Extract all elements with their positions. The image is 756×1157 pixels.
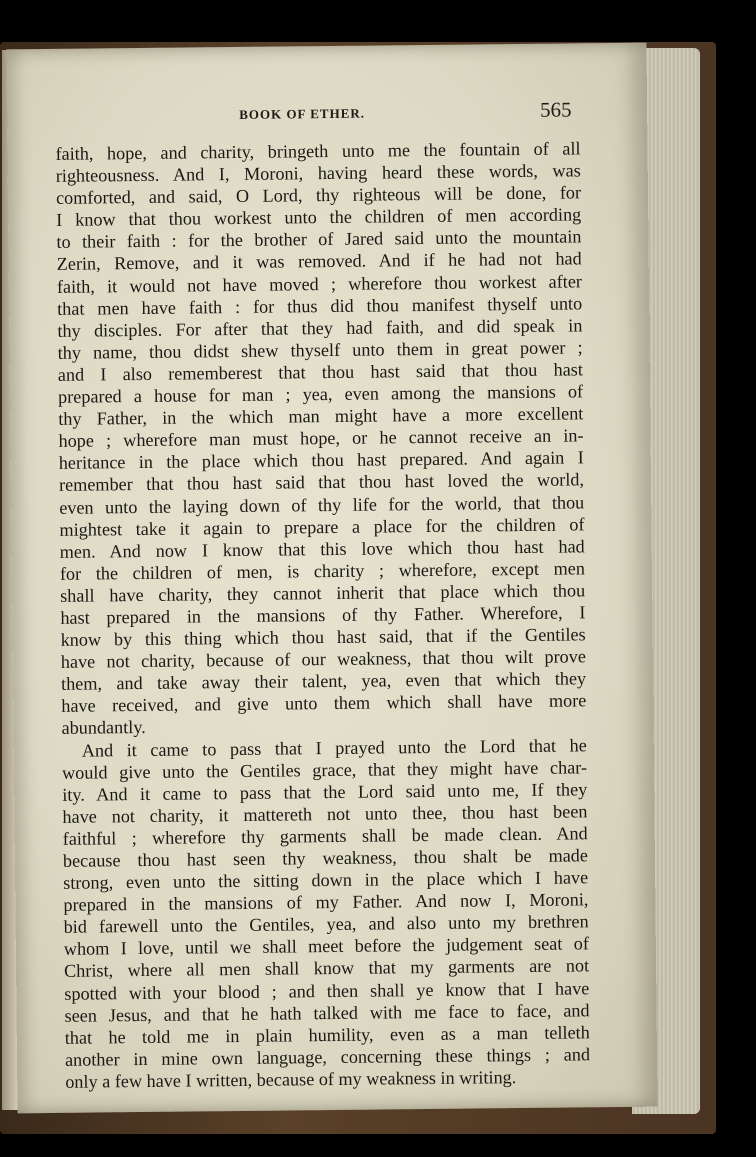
text-line: and I also rememberest that thou hast said that thou hast: [57, 359, 583, 385]
paragraph-1: [55, 137, 586, 739]
text-line: thy name, thou didst shew thyself unto them in great power ;: [57, 337, 583, 363]
text-line: ity. And it came to pass that the Lord said unto me, If they: [62, 779, 588, 805]
text-line: thy disciples. For after that they had faith, and did speak in: [57, 315, 583, 341]
text-line: abundantly.: [61, 717, 146, 739]
paragraph-2: [62, 734, 591, 1093]
text-line: hope ; wherefore man must hope, or he cannot receive an in-: [58, 425, 584, 452]
text-line: would give unto the Gentiles grace, that they might have char-: [61, 756, 588, 783]
text-line: have received, and give unto them which shall have more: [61, 690, 587, 717]
text-line: for the children of men, is charity ; wherefore, except men: [59, 558, 586, 584]
text-line: heritance in the place which thou hast prepared. And again I: [58, 447, 584, 474]
text-line: faithful ; wherefore thy garments shall be made clean. And: [62, 823, 588, 849]
text-line: have not charity, it mattereth not unto thee, thou hast been: [62, 801, 588, 827]
text-line: comforted, and said, O Lord, thy righteous will be done, for: [55, 182, 582, 209]
text-line: another in mine own language, concerning these things ; and: [64, 1044, 591, 1070]
text-line: whom I love, until we shall meet before the judgement seat of: [63, 933, 589, 960]
text-line: shall have charity, they cannot inherit that place which thou: [60, 580, 586, 606]
text-line: Zerin, Remove, and it was removed. And if he had not had: [56, 248, 582, 275]
running-title: BOOK OF ETHER.: [239, 105, 366, 122]
text-line: spotted with your blood ; and then shall ye know that I have: [64, 977, 590, 1004]
text-line: prepared in the mansions of my Father. And now I, Moroni,: [63, 889, 589, 916]
page-body: [55, 137, 590, 1092]
text-line: mightest take it again to prepare a place for the children of: [59, 513, 585, 540]
text-line: thy Father, in the which man might have a more excellent: [58, 403, 584, 429]
text-line: faith, it would not have moved ; wherefore thou workest after: [56, 270, 583, 297]
text-line: to their faith : for the brother of Jared said unto the mountain: [56, 226, 582, 253]
text-line: that he told me in plain humility, even as a man telleth: [64, 1022, 590, 1048]
text-line: remember that thou hast said that thou hast loved the world,: [58, 469, 585, 496]
text-line: faith, hope, and charity, bringeth unto me the fountain of all: [55, 138, 581, 164]
text-line: only a few have I written, because of my weakness in writing.: [65, 1067, 517, 1092]
text-line: even unto the laying down of thy life for the world, that thou: [59, 491, 585, 518]
text-line: them, and take away their talent, yea, even that which they: [60, 668, 587, 695]
text-line: that men have faith : for thus did thou manifest thyself unto: [57, 293, 583, 319]
text-line: have not charity, because of our weakness, that thou wilt prove: [60, 646, 586, 672]
text-line: men. And now I know that this love which thou hast had: [59, 536, 585, 562]
text-line: know by this thing which thou hast said, that if the Gentiles: [60, 624, 586, 650]
text-line: Christ, where all men shall know that my garments are not: [63, 955, 590, 982]
text-line: seen Jesus, and that he hath talked with me face to face, and: [64, 999, 590, 1026]
page-number: 565: [539, 97, 572, 122]
text-line: prepared a house for man ; yea, even among the mansions of: [57, 381, 584, 407]
text-line: I know that thou workest unto the children of men according: [56, 204, 582, 231]
book-page: [6, 43, 657, 1114]
page-header: [7, 99, 647, 136]
text-line: hast prepared in the mansions of thy Father. Wherefore, I: [60, 602, 586, 628]
text-line: because thou hast seen thy weakness, thou shalt be made: [62, 845, 589, 871]
text-line: strong, even unto the sitting down in the place which I have: [63, 867, 589, 893]
text-line: bid farewell unto the Gentiles, yea, and also unto my brethren: [63, 911, 589, 938]
text-line: And it came to pass that I prayed unto the Lord that he: [81, 734, 587, 761]
text-line: righteousness. And I, Moroni, having heard these words, was: [55, 160, 581, 186]
